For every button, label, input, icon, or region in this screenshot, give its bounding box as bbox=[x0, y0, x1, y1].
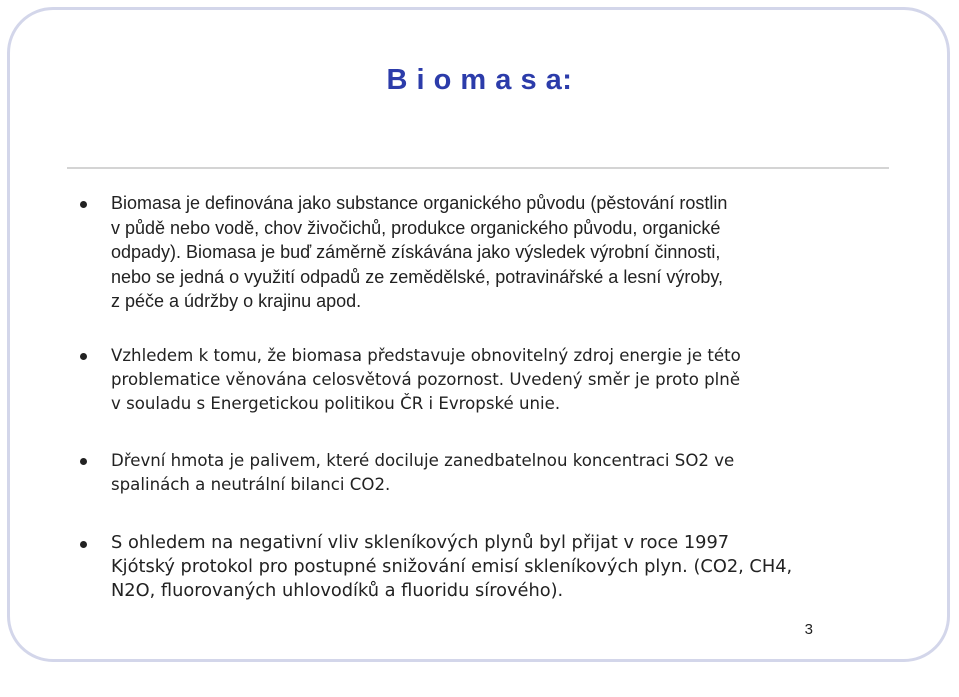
bullet-line: spalinách a neutrální bilanci CO2. bbox=[111, 475, 391, 494]
bullet-dot-icon bbox=[80, 458, 87, 465]
bullet-dot-icon bbox=[80, 353, 87, 360]
bullet-dot-icon bbox=[80, 201, 87, 208]
bullet-text bbox=[111, 531, 901, 603]
bullet-line: Biomasa je definována jako substance organického původu (pěstování rostlin bbox=[111, 193, 728, 213]
bullet-line: v souladu s Energetickou politikou ČR i Evropské unie. bbox=[111, 394, 561, 413]
bullet-text bbox=[111, 191, 901, 314]
bullet-text bbox=[111, 344, 901, 416]
bullet-line: S ohledem na negativní vliv skleníkových plynů byl přijat v roce 1997 bbox=[111, 532, 730, 553]
bullet-line: Kjótský protokol pro postupné snižování emisí skleníkových plyn. (CO2, CH4, bbox=[111, 556, 793, 577]
bullet-line: z péče a údržby o krajinu apod. bbox=[111, 291, 362, 311]
title-divider bbox=[67, 167, 889, 169]
bullet-line: N2O, fluorovaných uhlovodíků a fluoridu sírového). bbox=[111, 580, 564, 601]
bullet-line: Dřevní hmota je palivem, které dociluje zanedbatelnou koncentraci SO2 ve bbox=[111, 451, 735, 470]
bullet-line: problematice věnována celosvětová pozornost. Uvedený směr je proto plně bbox=[111, 370, 741, 389]
bullet-line: v půdě nebo vodě, chov živočichů, produkce organického původu, organické bbox=[111, 217, 721, 238]
bullet-line: nebo se jedná o využití odpadů ze zemědělské, potravinářské a lesní výroby, bbox=[111, 266, 724, 287]
bullet-line: Vzhledem k tomu, že biomasa představuje obnovitelný zdroj energie je této bbox=[111, 346, 741, 365]
bullet-dot-icon bbox=[80, 541, 87, 548]
bullet-text bbox=[111, 449, 901, 497]
slide-title: B i o m a s a: bbox=[386, 64, 573, 96]
page-number: 3 bbox=[804, 621, 813, 638]
bullet-line: odpady). Biomasa je buď záměrně získávána jako výsledek výrobní činnosti, bbox=[111, 242, 721, 262]
